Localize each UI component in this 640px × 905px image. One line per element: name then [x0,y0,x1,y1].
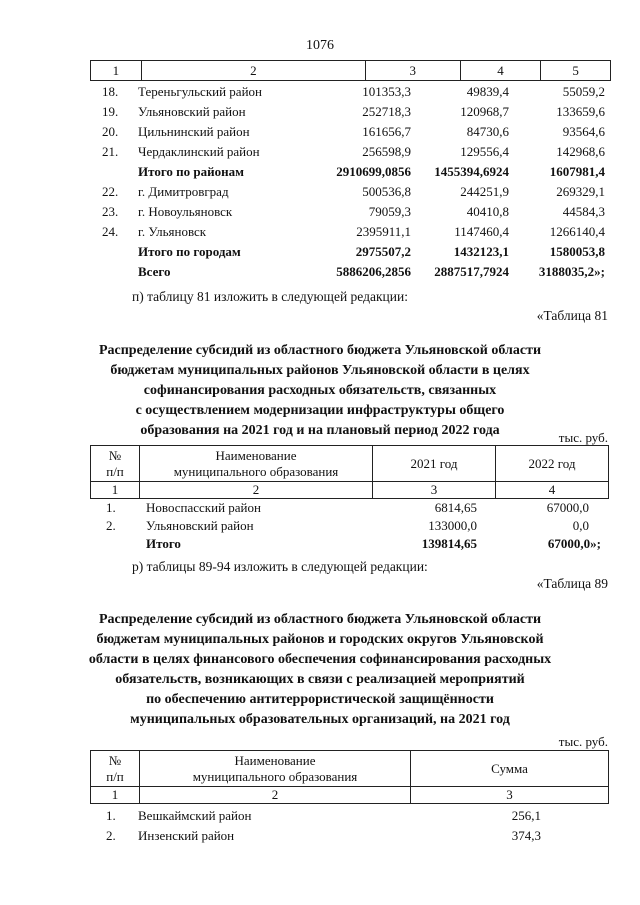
table89-header [90,750,609,804]
table-row [90,102,609,122]
table81-unit: тыс. руб. [558,430,608,445]
row-number: 2. [106,518,116,533]
index-cell: 2 [140,482,373,499]
table89-unit: тыс. руб. [558,734,608,749]
header-num: № п/п [91,446,140,482]
row-name: Ульяновский район [146,518,254,533]
row-col5: 1580053,8 [549,244,605,259]
row-number: 22. [102,184,119,199]
header-year2: 2022 год [496,446,609,482]
table-row-subtotal [90,162,609,182]
row-number: 20. [102,124,119,139]
title-line: софинансирования расходных обязательств, связанных [143,383,497,398]
row-name: Новоспасский район [146,500,261,515]
title-line: по обеспечению антитеррористической защищённости [146,692,494,707]
table81-header [90,445,609,499]
row-col4: 49839,4 [466,84,509,99]
row-year1: 139814,65 [421,536,477,551]
table-row [90,142,609,162]
paragraph-p: п) таблицу 81 изложить в следующей редакции: [132,289,408,304]
title-line: с осуществлением модернизации инфраструктуры общего [135,403,505,418]
row-name: Инзенский район [138,828,235,843]
row-col4: 2887517,7924 [434,264,509,279]
row-name: Ульяновский район [138,104,246,119]
row-col5: 55059,2 [562,84,605,99]
index-cell: 2 [140,787,411,804]
index-cell: 3 [373,482,496,499]
row-name: г. Новоульяновск [138,204,233,219]
table-row [90,222,609,242]
header-num: № п/п [91,751,140,787]
table1-header-col: 4 [461,61,542,80]
row-name: г. Ульяновск [138,224,207,239]
index-cell: 1 [91,482,140,499]
table1-header-col: 2 [142,61,366,80]
row-col5: 1266140,4 [549,224,605,239]
row-col3: 2975507,2 [355,244,411,259]
title-line: Распределение субсидий из областного бюджета Ульяновской области [98,343,542,358]
table-row [90,516,609,536]
row-col4: 40410,8 [466,204,509,219]
row-col4: 129556,4 [460,144,509,159]
row-name: Всего [138,264,171,279]
table-row-total [90,534,609,554]
row-name: Чердаклинский район [138,144,260,159]
row-col5: 1607981,4 [549,164,605,179]
page-number: 1076 [306,38,334,53]
row-number: 19. [102,104,119,119]
paragraph-r: р) таблицы 89-94 изложить в следующей редакции: [132,559,428,574]
row-col4: 244251,9 [460,184,509,199]
row-col5: 142968,6 [556,144,605,159]
row-col5: 93564,6 [562,124,605,139]
title-line: бюджетам муниципальных районов и городских округов Ульяновской [96,632,544,647]
table-row-total [90,262,609,282]
row-name: Итого по районам [138,164,244,179]
title-line: области в целях финансового обеспечения софинансирования расходных [88,652,552,667]
title-line: бюджетам муниципальных районов Ульяновской области в целях [110,363,530,378]
title-line: муниципальных образовательных организаций, на 2021 год [130,712,510,727]
table81-title [40,341,600,441]
header-name: Наименование муниципального образования [140,446,373,482]
row-col3: 161656,7 [362,124,411,139]
table81-label: «Таблица 81 [536,308,608,323]
title-line: Распределение субсидий из областного бюджета Ульяновской области [98,612,542,627]
table-row [90,826,609,846]
index-cell: 3 [411,787,609,804]
row-year2: 67000,0»; [547,536,601,551]
table-row [90,202,609,222]
row-name: Итого [146,536,181,551]
table89-label: «Таблица 89 [536,576,608,591]
row-col4: 1147460,4 [454,224,509,239]
table1-header-col: 1 [91,61,142,80]
header-sum: Сумма [411,751,609,787]
row-col4: 1455394,6924 [434,164,509,179]
row-year2: 0,0 [572,518,589,533]
table-row [90,498,609,518]
title-line: образования на 2021 год и на плановый период 2022 года [140,423,500,438]
table1-header [90,60,611,81]
row-number: 23. [102,204,119,219]
table89-title [40,610,600,730]
row-col5: 269329,1 [556,184,605,199]
header-year1: 2021 год [373,446,496,482]
row-year1: 133000,0 [428,518,477,533]
table-row-subtotal [90,242,609,262]
row-col5: 133659,6 [556,104,605,119]
table-row [90,182,609,202]
row-col3: 256598,9 [362,144,411,159]
title-line: обязательств, возникающих в связи с реализацией мероприятий [115,672,525,687]
row-number: 1. [106,808,116,823]
row-number: 2. [106,828,116,843]
row-col4: 84730,6 [466,124,509,139]
row-sum: 256,1 [511,808,541,823]
row-name: Итого по городам [138,244,241,259]
table1-header-col: 5 [572,63,579,78]
row-number: 1. [106,500,116,515]
row-col3: 79059,3 [368,204,411,219]
row-name: Тереньгульский район [138,84,262,99]
row-col3: 5886206,2856 [336,264,411,279]
row-col5: 3188035,2»; [538,264,605,279]
row-col3: 101353,3 [362,84,411,99]
row-col3: 500536,8 [362,184,411,199]
row-col4: 120968,7 [460,104,509,119]
index-cell: 4 [496,482,609,499]
row-col5: 44584,3 [562,204,605,219]
table-row [90,122,609,142]
row-sum: 374,3 [511,828,541,843]
row-year2: 67000,0 [546,500,589,515]
table1-header-col: 3 [366,61,461,80]
row-number: 21. [102,144,119,159]
row-number: 24. [102,224,119,239]
row-col3: 252718,3 [362,104,411,119]
row-col4: 1432123,1 [453,244,509,259]
table-row [90,806,609,826]
row-year1: 6814,65 [434,500,477,515]
table-row [90,82,609,102]
row-col3: 2395911,1 [356,224,411,239]
row-name: г. Димитровград [138,184,229,199]
row-name: Вешкаймский район [138,808,252,823]
header-name: Наименование муниципального образования [140,751,411,787]
index-cell: 1 [91,787,140,804]
row-number: 18. [102,84,119,99]
row-name: Цильнинский район [138,124,250,139]
row-col3: 2910699,0856 [336,164,411,179]
